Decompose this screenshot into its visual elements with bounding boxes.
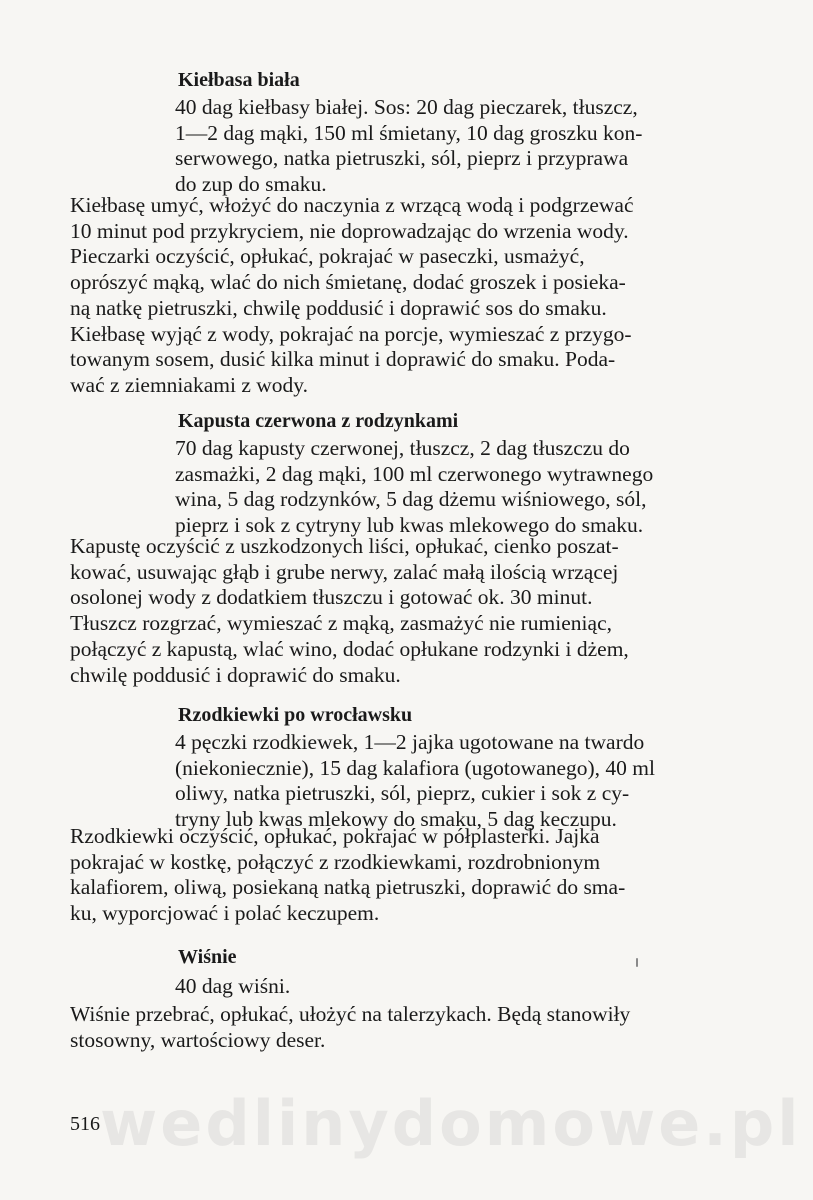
recipe-title: Rzodkiewki po wrocławsku bbox=[178, 704, 413, 726]
recipe-instructions: Kiełbasę umyć, włożyć do naczynia z wrzącą wodą i podgrzewać 10 minut pod przykryciem, nie doprowadzając do wrzenia wody. Pieczarki oczyścić, opłukać, pokrajać w paseczki, usmażyć, oprószyć mąką, wlać do nich śmietanę, dodać groszek i posieka- ną natkę pietruszki, chwilę poddusić i doprawić sos do smaku. Kiełbasę wyjąć z wody, pokrajać na porcje, wymieszać z przygo- towanym sosem, dusić kilka minut i doprawić do smaku. Poda- wać z ziemniakami z wody. bbox=[70, 193, 634, 397]
recipe-instructions: Wiśnie przebrać, opłukać, ułożyć na talerzykach. Będą stanowiły stosowny, wartościowy deser. bbox=[70, 1002, 631, 1052]
recipe-ingredients: 40 dag kiełbasy białej. Sos: 20 dag pieczarek, tłuszcz, 1—2 dag mąki, 150 ml śmietany, 10 dag groszku kon- serwowego, natka pietruszki, sól, pieprz i przyprawa do zup do smaku. bbox=[175, 95, 643, 197]
recipe-title: Kapusta czerwona z rodzynkami bbox=[178, 410, 459, 432]
scan-speck bbox=[636, 958, 638, 967]
watermark: wedlinydomowe.pl bbox=[100, 1087, 802, 1160]
recipe-ingredients: 40 dag wiśni. bbox=[175, 974, 291, 998]
recipe-instructions: Rzodkiewki oczyścić, opłukać, pokrajać w półplasterki. Jajka pokrajać w kostkę, połączyć z rzodkiewkami, rozdrobnionym kalafiorem, oliwą, posiekaną natką pietruszki, doprawić do sma- ku, wyporcjować i polać keczupem. bbox=[70, 824, 626, 926]
recipe-title: Wiśnie bbox=[178, 946, 237, 968]
recipe-title: Kiełbasa biała bbox=[178, 69, 300, 91]
recipe-instructions: Kapustę oczyścić z uszkodzonych liści, opłukać, cienko poszat- kować, usuwając głąb i grube nerwy, zalać małą ilością wrzącej osolonej wody z dodatkiem tłuszczu i gotować ok. 30 minut. Tłuszcz rozgrzać, wymieszać z mąką, zasmażyć nie rumieniąc, połączyć z kapustą, wlać wino, dodać opłukane rodzynki i dżem, chwilę poddusić i doprawić do smaku. bbox=[70, 534, 629, 687]
recipe-ingredients: 70 dag kapusty czerwonej, tłuszcz, 2 dag tłuszczu do zasmażki, 2 dag mąki, 100 ml czerwonego wytrawnego wina, 5 dag rodzynków, 5 dag dżemu wiśniowego, sól, pieprz i sok z cytryny lub kwas mlekowego do smaku. bbox=[175, 436, 654, 538]
page-number: 516 bbox=[70, 1113, 100, 1135]
recipe-ingredients: 4 pęczki rzodkiewek, 1—2 jajka ugotowane na twardo (niekoniecznie), 15 dag kalafiora (ugotowanego), 40 ml oliwy, natka pietruszki, sól, pieprz, cukier i sok z cy- tryny lub kwas mlekowy do smaku, 5 dag keczupu. bbox=[175, 730, 655, 832]
